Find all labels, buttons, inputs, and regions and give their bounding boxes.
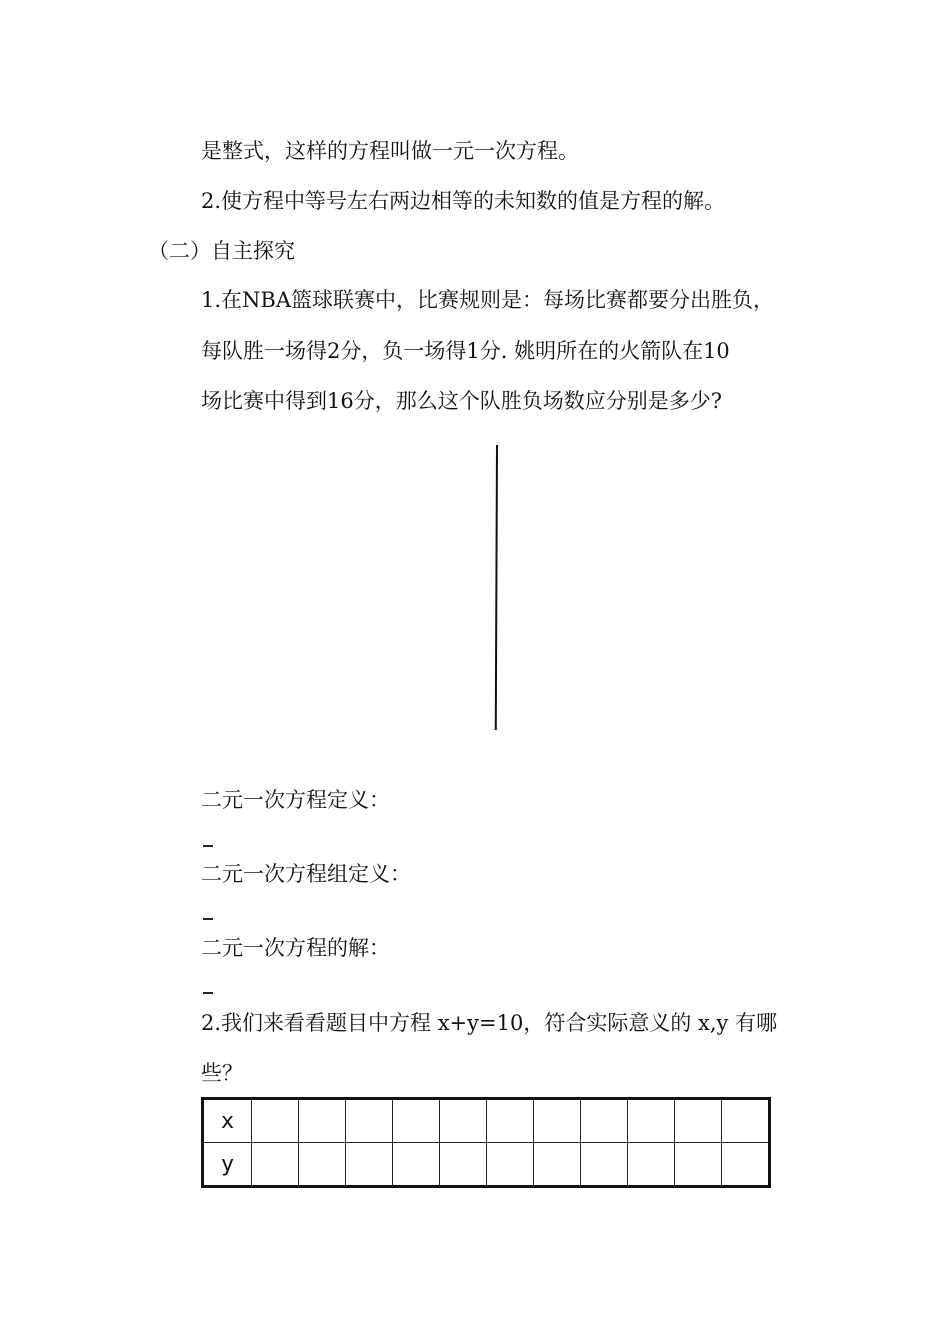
table-cell[interactable]	[346, 1143, 393, 1187]
table-row-y	[203, 1143, 770, 1187]
xy-values-table	[201, 1097, 771, 1188]
question-1-line-2: 每队胜一场得2分，负一场得1分. 姚明所在的火箭队在10	[201, 339, 730, 363]
question-2-line-1: 2.我们来看看题目中方程 x+y=10，符合实际意义的 x,y 有哪	[201, 1011, 778, 1035]
answer-blank-3	[203, 992, 213, 994]
definition-label-equation: 二元一次方程定义：	[201, 788, 390, 812]
question-1-line-1: 1.在NBA篮球联赛中，比赛规则是：每场比赛都要分出胜负，	[201, 288, 775, 312]
table-cell[interactable]	[346, 1099, 393, 1143]
question-2-line-2: 些？	[201, 1061, 243, 1085]
table-cell[interactable]	[581, 1099, 628, 1143]
text-line-p2: 2.使方程中等号左右两边相等的未知数的值是方程的解。	[201, 189, 726, 213]
table-cell[interactable]	[440, 1099, 487, 1143]
table-cell[interactable]	[581, 1143, 628, 1187]
table-cell[interactable]	[675, 1143, 722, 1187]
row-label-x: x	[203, 1099, 252, 1143]
table-cell[interactable]	[299, 1143, 346, 1187]
section-heading: （二）自主探究	[148, 239, 295, 263]
table-cell[interactable]	[487, 1099, 534, 1143]
table-cell[interactable]	[393, 1143, 440, 1187]
table-cell[interactable]	[675, 1099, 722, 1143]
definition-label-system: 二元一次方程组定义：	[201, 862, 411, 886]
definition-label-solution: 二元一次方程的解：	[201, 936, 390, 960]
table-cell[interactable]	[252, 1099, 299, 1143]
table-cell[interactable]	[534, 1143, 581, 1187]
table-row-x	[203, 1099, 770, 1143]
row-label-y: y	[203, 1143, 252, 1187]
table-cell[interactable]	[299, 1099, 346, 1143]
table-cell[interactable]	[487, 1143, 534, 1187]
answer-blank-2	[203, 918, 213, 920]
table-cell[interactable]	[252, 1143, 299, 1187]
text-line-p1: 是整式，这样的方程叫做一元一次方程。	[201, 139, 579, 163]
table-cell[interactable]	[628, 1143, 675, 1187]
table-cell[interactable]	[393, 1099, 440, 1143]
question-1-line-3: 场比赛中得到16分，那么这个队胜负场数应分别是多少?	[201, 389, 722, 413]
table-cell[interactable]	[722, 1143, 770, 1187]
table-cell[interactable]	[440, 1143, 487, 1187]
table-cell[interactable]	[722, 1099, 770, 1143]
table-cell[interactable]	[628, 1099, 675, 1143]
answer-blank-1	[203, 845, 213, 847]
table-cell[interactable]	[534, 1099, 581, 1143]
vertical-divider-line	[495, 445, 498, 730]
